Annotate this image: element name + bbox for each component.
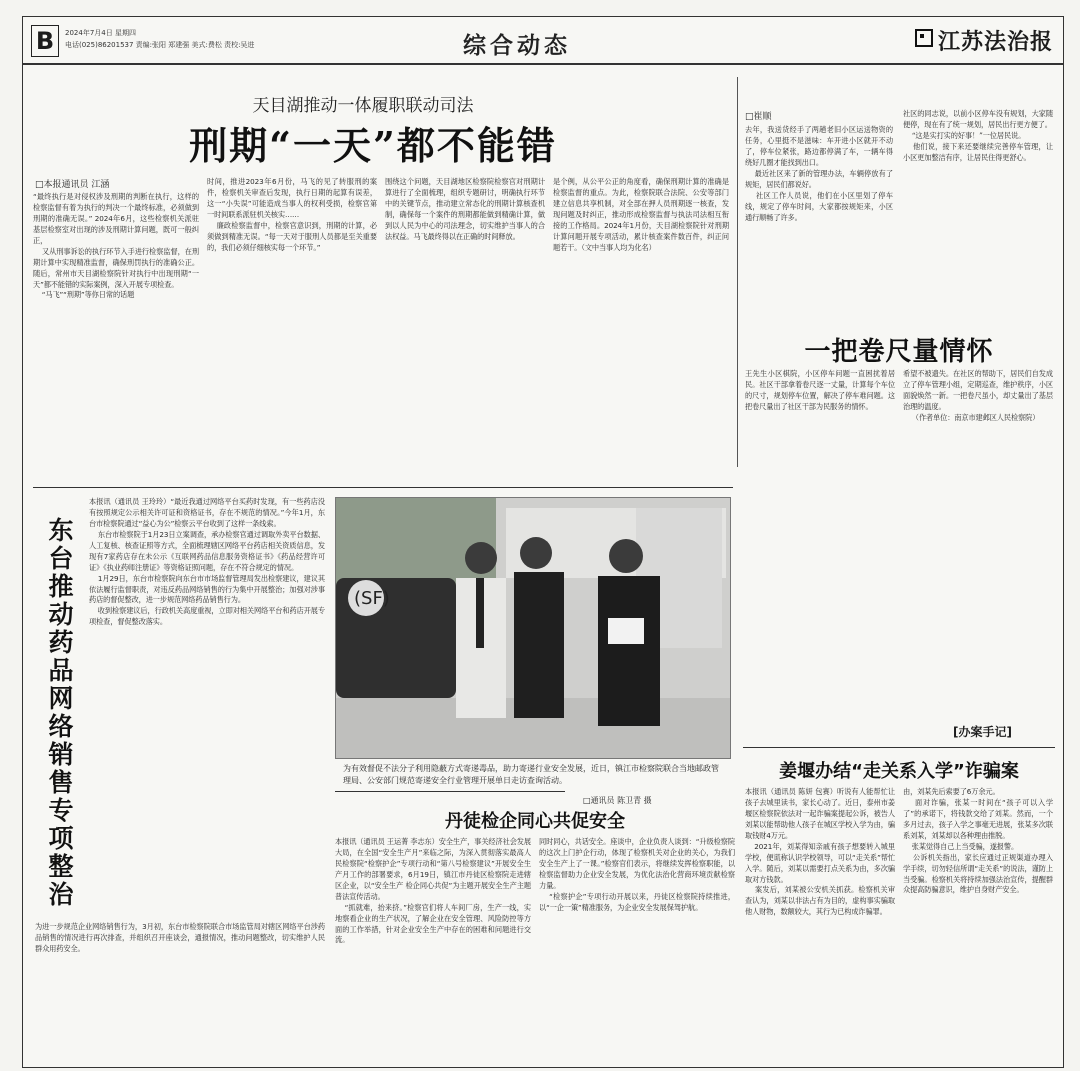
column-tag: [办案手记] [953, 725, 1012, 739]
photo-caption: 为有效督促不法分子利用隐蔽方式寄递毒品，助力寄递行业安全发展，近日，镇江市检察院联合当地邮政管理局、公安部门规范寄递安全行业管理开展单日走访查询活动。 [343, 764, 719, 785]
donghai-text-col2: 为进一步规范企业网络销售行为，3月初，东台市检察院联合市场监管局对辖区网络平台涉药品销售的情况进行再次排查，并组织召开座谈会，通报情况，推动问题整改，切实维护人民群众用药安全。 [35, 922, 325, 953]
dantu-headline: 丹徒检企同心共促安全 [445, 811, 625, 832]
column-divider [737, 77, 738, 467]
dantu-text-col1: 本报讯（通讯员 王运菁 李志东）安全生产，事关经济社会发展大局，在全国“安全生产月”来临之际，为深入贯彻落实最高人民检察院“检察护企”专项行动和“第八号检察建议”开展安全生产月工作的部署要求，6月19日，镇江市丹徒区检察院走进辖区企业，以“安全生产 检企同心共促”为主题开展安全生产主题普法宣传活动。 “抓就难，抬来挤。”检察官们将人车间厂房，生产一线，实地察看企业的生产状况，了解企业在安全管理、风险防控等方面的工作举措，针对企业安全生产中存在的困难和问题进行交流。 [335, 837, 531, 945]
essay-byline: □崔顺 [745, 112, 772, 122]
donghai-text-col1: 本报讯（通讯员 王玲玲）“最近我通过网络平台买药时发现，有一些药店没有按照规定公示相关许可证和资格证书，存在不规范的情况。”今年1月，东台市检察院通过“益心为公”检察云平台收到了这样一条线索。 东台市检察院于1月23日立案调查，承办检察官通过调取外卖平台数据、人工复核、核查证照等方式，全面梳理辖区网络平台药店相关资质信息，发现有7家药店存在未公示《互联网药品信息服务资格证书》《药品经营许可证》《执业药师注册证》等资格证照问题，存在不符合规定的情况。 1月29日，东台市检察院向东台市市场监督管理局发出检察建议，建议其依法履行监督职责，对违反药品网络销售的行为集中开展整治；加强对涉事药店的督促整改，进一步规范网络药品销售行为。 收到检察建议后，行政机关高度重视，立即对相关网络平台和药店开展专项检查，督促整改落实。 [89, 497, 325, 627]
ruler-text-col1: 王先生小区棋院，小区停车问题一直困扰着居民。社区干部拿着卷尺逐一丈量，计算每个车位的尺寸，规划停车位置，解决了停车难问题。这把卷尺量出了社区干部为民服务的情怀。 [745, 369, 895, 411]
photo-illustration [336, 498, 730, 758]
essay-text-col2: 社区的同志说，以前小区停车没有规划，大家随便停，现在有了统一规划，居民出行更方便了。 “这是实打实的好事！”一位居民说。 他们说，接下来还要继续完善停车管理，让小区更加整洁有序，让居民住得更舒心。 [903, 109, 1053, 162]
jiangyan-headline: 姜堰办结“走关系入学”诈骗案 [779, 761, 1019, 782]
jiangyan-text-col1: 本报讯（通讯员 陈妍 包赛）听说有人能帮忙让孩子去城里读书，家长心动了。近日，泰州市姜堰区检察院依法对一起诈骗案提起公诉，被告人刘某以能帮助他人孩子在城区学校入学为由，骗取钱财4万元。 2021年，刘某得知亲戚有孩子想要转入城里学校，便谎称认识学校领导，可以“走关系”帮忙入学。随后，刘某以需要打点关系为由，多次骗取对方钱款。 案发后，刘某被公安机关抓获。检察机关审查认为，刘某以非法占有为目的，虚构事实骗取他人财物，数额较大，其行为已构成诈骗罪。 [745, 787, 895, 917]
lead-text-col4: 是个例，从公平公正的角度看，确保刑期计算的准确是检察监督的重点。为此，检察院联合法院、公安等部门建立信息共享机制，对全部在押人员刑期逐一核查，发现问题及时纠正，推动形成检察监督与执法司法相互衔接的工作格局。2024年1月份，天目湖检察院针对刑期计算问题开展专项活动，累计核查案件数百件，纠正问题若干。（文中当事人均为化名） [553, 177, 729, 252]
essay-text-col1: 去年，我送货经手了两趟老旧小区运送物资的任务，心里挺不是滋味：车开进小区就开不动了，停车位紧张，路边都停满了车，一辆车得绕好几圈才能找到出口。 最近社区来了新的管理办法，车辆停放有了规矩，居民们都说好。 社区工作人员说，他们在小区里划了停车线，规定了停车时间，大家都按规矩来，小区通行顺畅了许多。 [745, 125, 893, 222]
dantu-text-col2: 同时同心，共话安全。座谈中，企业负责人谈到：“升级检察院的这次上门护企行动，体现了检察机关对企业的关心，为我们安全生产上了一课。”检察官们表示，将继续发挥检察职能，以检察监督助力企业安全发展，为优化法治化营商环境贡献检察力量。 “检察护企”专项行动开展以来，丹徒区检察院持续推进，以“一企一策”精准服务，为企业安全发展保驾护航。 [539, 837, 735, 912]
svg-text:(SF): (SF) [354, 588, 390, 609]
paper-name: 江苏法治报 [937, 29, 1053, 55]
masthead-info [65, 27, 405, 51]
news-photo [335, 497, 731, 759]
lead-headline: 刑期“一天”都不能错 [189, 123, 557, 168]
phone-line: 电话(025)86201537 责编:张阳 郑建强 美式:费松 责校:吴进 [65, 41, 255, 49]
date-line: 2024年7月4日 星期四 [65, 29, 136, 37]
dantu-rule [335, 791, 565, 792]
jiangyan-text-col2: 由，刘某先后索要了6万余元。 面对诈骗，张某一时间在“孩子可以入学了”的承诺下，将钱款交给了刘某。然而，一个多月过去，孩子入学之事毫无进展，张某多次联系刘某，刘某却以各种理由推脱。 张某觉得自己上当受骗，遂报警。 公诉机关指出，家长应通过正规渠道办理入学手续，切勿轻信所谓“走关系”的说法，谨防上当受骗。检察机关将持续加强法治宣传，提醒群众提高防骗意识，维护自身财产安全。 [903, 787, 1053, 895]
ruler-headline: 一把卷尺量情怀 [804, 337, 994, 367]
jiangyan-rule [743, 747, 1055, 748]
section-title: 综合动态 [463, 33, 571, 59]
photo-credit: □通讯员 陈卫青 摄 [583, 796, 652, 805]
donghai-headline: 东台推动药品网络销售专项整治 [45, 517, 74, 909]
section-rule [33, 487, 733, 488]
lead-kicker: 天目湖推动一体履职联动司法 [252, 96, 474, 116]
lead-byline: □本报通讯员 江涵 [35, 180, 110, 190]
lead-text-col2: 时间，推进2023年6月份，马飞的见了转服刑的案件，检察机关审查后发现，执行日期的起算有误差，这一“小失误”可能造成当事人的权利受损，检察官第一时间联系派驻机关核实…… 廉政检察监督中，检察官意识到，刑期的计算，必须做到精准无误。“每一天对于服刑人员都是至关重要的，我们必须仔细核实每一个环节。” [207, 177, 377, 252]
ruler-text-col2: 希望不被遗失。在社区的帮助下，居民们自发成立了停车管理小组，定期巡查，维护秩序，小区面貌焕然一新。一把卷尺虽小，却丈量出了基层治理的温度。 （作者单位：南京市建邺区人民检察院） [903, 369, 1053, 422]
masthead-rule [23, 63, 1063, 65]
lead-text-col3: 围绕这个问题，天目湖地区检察院检察官对刑期计算进行了全面梳理，组织专题研讨，明确执行环节中的关键节点，推动建立常态化的刑期计算核查机制，确保每一个案件的刑期都能做到精确计算，做到以人民为中心的司法理念，切实维护当事人的合法权益。马飞最终得以在正确的时间释放。 [385, 177, 545, 241]
page-letter: B [31, 25, 59, 57]
paper-logo [915, 25, 1053, 56]
newspaper-page [22, 16, 1064, 1068]
newspaper-logo-icon [915, 29, 933, 47]
lead-text-col1: “最终执行是对侵权涉及刑期的判断在执行，这样的检察监督有着为执行的判决一个最终标准，必须做到刑期的准确无误。” 2024年6月，这些检察机关派驻基层检察室对出现的涉及刑期计算问题，既可一般纠正， 又从刑事诉讼的执行环节入手进行检察监督，在刑期计算中实现精准监督，确保刑罚执行的准确公正。随后，常州市天目湖检察院针对执行中出现刑期“一天”都不能错的实际案例，深入开展专项检查。 “马飞”“刑期”等你日常的话题 [33, 192, 199, 300]
